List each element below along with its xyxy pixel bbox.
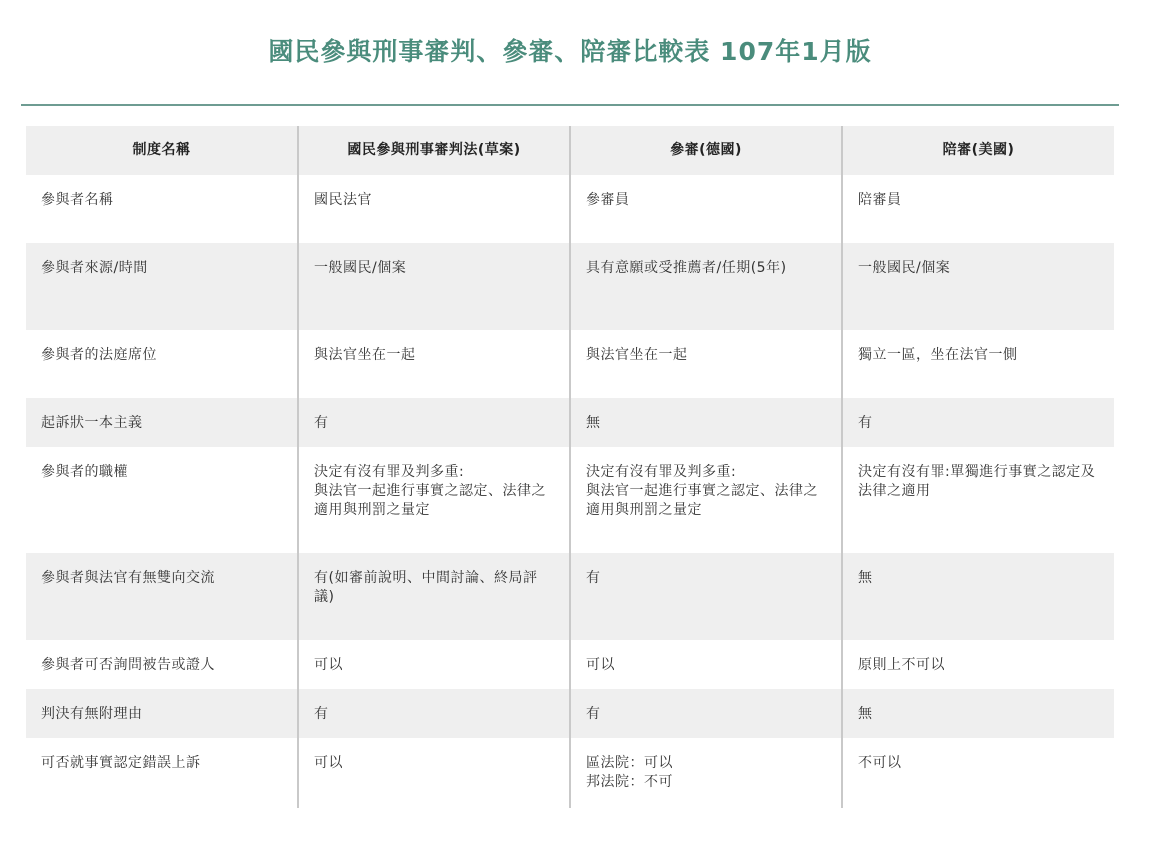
table-row <box>26 330 1114 398</box>
table-cell: 有(如審前說明、中間討論、終局評議) <box>298 553 570 640</box>
table-cell: 有 <box>570 689 842 738</box>
table-row <box>26 640 1114 689</box>
header-germany: 參審(德國) <box>570 126 842 175</box>
row-label: 參與者來源/時間 <box>26 243 298 330</box>
table-row <box>26 398 1114 447</box>
table-cell: 有 <box>298 398 570 447</box>
table-cell: 無 <box>570 398 842 447</box>
table-cell: 可以 <box>298 640 570 689</box>
header-system-name: 制度名稱 <box>26 126 298 175</box>
table-row <box>26 738 1114 808</box>
table-row <box>26 243 1114 330</box>
table-cell: 一般國民/個案 <box>842 243 1114 330</box>
table-cell: 國民法官 <box>298 175 570 243</box>
table-row <box>26 553 1114 640</box>
table-cell: 原則上不可以 <box>842 640 1114 689</box>
table-cell: 區法院：可以 邦法院：不可 <box>570 738 842 808</box>
table-cell: 有 <box>842 398 1114 447</box>
header-usa: 陪審(美國) <box>842 126 1114 175</box>
table-cell: 與法官坐在一起 <box>298 330 570 398</box>
table-cell: 陪審員 <box>842 175 1114 243</box>
table-cell: 有 <box>298 689 570 738</box>
row-label: 參與者與法官有無雙向交流 <box>26 553 298 640</box>
table-cell: 無 <box>842 553 1114 640</box>
table-cell: 無 <box>842 689 1114 738</box>
table-header-row <box>26 126 1114 175</box>
header-taiwan-draft: 國民參與刑事審判法(草案) <box>298 126 570 175</box>
row-label: 起訴狀一本主義 <box>26 398 298 447</box>
row-label: 可否就事實認定錯誤上訴 <box>26 738 298 808</box>
title-divider <box>21 104 1119 106</box>
table-cell: 獨立一區，坐在法官一側 <box>842 330 1114 398</box>
row-label: 參與者的法庭席位 <box>26 330 298 398</box>
table-row <box>26 689 1114 738</box>
table-cell: 可以 <box>298 738 570 808</box>
table-cell: 與法官坐在一起 <box>570 330 842 398</box>
table-cell: 決定有沒有罪及判多重: 與法官一起進行事實之認定、法律之適用與刑罰之量定 <box>570 447 842 553</box>
table-cell: 決定有沒有罪及判多重: 與法官一起進行事實之認定、法律之適用與刑罰之量定 <box>298 447 570 553</box>
table-cell: 參審員 <box>570 175 842 243</box>
comparison-table <box>26 126 1114 808</box>
row-label: 參與者名稱 <box>26 175 298 243</box>
table-cell: 決定有沒有罪:單獨進行事實之認定及法律之適用 <box>842 447 1114 553</box>
table-cell: 一般國民/個案 <box>298 243 570 330</box>
row-label: 參與者的職權 <box>26 447 298 553</box>
table-cell: 可以 <box>570 640 842 689</box>
table-cell: 不可以 <box>842 738 1114 808</box>
table-cell: 具有意願或受推薦者/任期(5年) <box>570 243 842 330</box>
page-title: 國民參與刑事審判、參審、陪審比較表 107年1月版 <box>268 37 872 66</box>
table-cell: 有 <box>570 553 842 640</box>
row-label: 判決有無附理由 <box>26 689 298 738</box>
row-label: 參與者可否詢問被告或證人 <box>26 640 298 689</box>
table-row <box>26 175 1114 243</box>
table-row <box>26 447 1114 553</box>
